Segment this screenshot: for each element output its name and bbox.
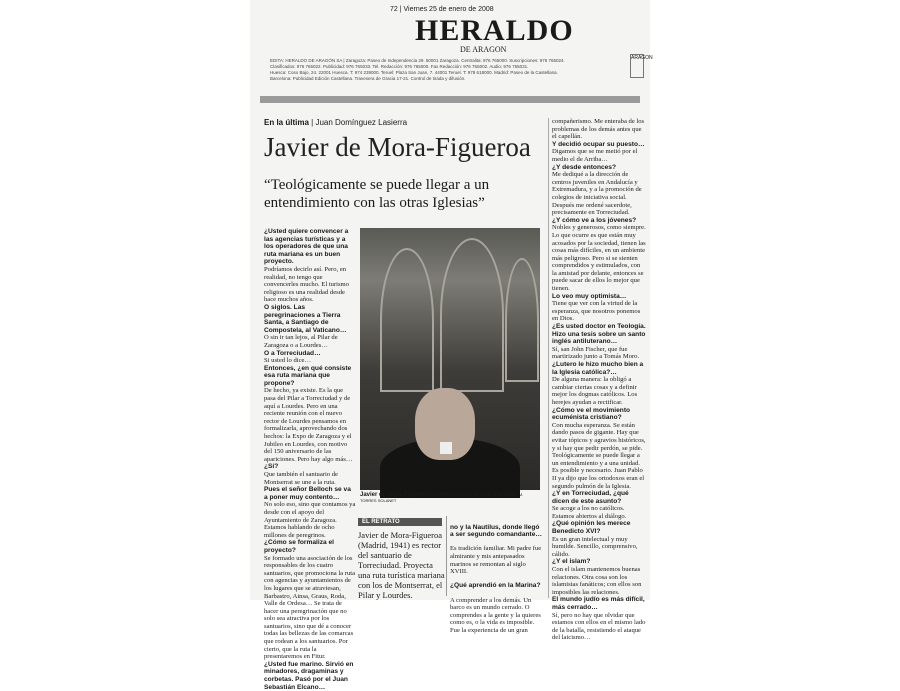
interview-answer: Podríamos decirlo así. Pero, en realidad, no tengo que convencerles mucho. El turismo religioso es una realidad desde hace muchos años. [264,265,349,304]
masthead-logo: HERALDO [415,14,574,47]
interview-question: ¿Usted fue marino. Sirvió en minadores, dragaminas y corbetas. Pasó por el Juan Sebastián Elcano… [264,660,354,691]
interview-answer: De alguna manera: la obligó a cambiar ciertas cosas y a definir mejor los dogmas católicos. Los herejes ayudan a rectificar. [552,376,638,406]
interview-answer: Se formado una asociación de los responsables de los cuatro santuarios, que promociona la ruta con agencias y ayuntamientos de los lugares que se atraviesan, Barbastro, Ainsa, Graus, Roda, Valle de Ordesa… Se trata de hacer una peregrinación que no solo sea atractiva por los santuarios, sino que dé a conocer todas las bellezas de las comarcas que rodean a los santuarios. Por cierto, que la ruta la presentaremos en Fitur. [264,554,356,661]
interview-question: O siglos. Las peregrinaciones a Tierra Santa, a Santiago de Compostela, al Vaticano… [264,303,347,334]
interview-question: Y decidió ocupar su puesto… [552,140,645,148]
interview-answer: Que también el santuario de Montserrat se une a la ruta. [264,471,338,486]
interview-answer: O sin ir tan lejos, al Pilar de Zaragoza o a Lourdes… [264,334,338,349]
interview-answer: Sí, pero no hay que olvidar que estamos con ellos en el mismo lado de la batalla, resistiendo el ataque del laicismo… [552,611,646,642]
section-label: En la última [264,118,309,127]
badge-icon: ARAGON [630,54,644,78]
newspaper-page [250,0,653,691]
interview-question: ¿Qué aprendió en la Marina? [450,582,541,590]
interview-question: ¿Sí? [264,463,279,471]
interview-answer: De hecho, ya existe. Es la que pasa del Pilar a Torreciudad y de aquí a Lourdes. Pero en una reciente reunión con el nuevo rector de Lourdes pensamos en formalizarla, aprovechando dos hechos: la Expo de Zaragoza y el Jubileo en Lourdes, con motivo del 150 aniversario de las apariciones. Pero hay algo más… [264,387,353,463]
interview-question: ¿Y desde entonces? [552,163,617,171]
column-divider [548,118,549,598]
interview-answer: Si usted lo dice… [264,357,312,365]
interview-question: no y la Nautilus, donde llegó a ser segundo comandante… [450,523,542,539]
interview-question: ¿Lutero le hizo mucho bien a la Iglesia católica?… [552,361,644,376]
interview-question: Entonces, ¿en qué consiste esa ruta mariana que propone? [264,364,352,387]
publisher-line: EDITA: HERALDO DE ARAGÓN SA | Zaragoza: Paseo de Independencia 29. 50001 Zaragoza. Centralita: 976 765000. Suscripciones: 976 765024. [270,58,565,63]
right-column [552,118,646,642]
headline-quote: “Teológicamente se puede llegar a un entendimiento con las otras Iglesias” [264,177,490,211]
interview-question: ¿Y el islam? [552,558,591,566]
interview-question: El mundo judío es más difícil, más cerrado… [552,596,645,611]
photo-credit: M. TORRES SOLANET [360,492,524,503]
portrait-photo [360,228,540,490]
interview-question: ¿Cómo ve el movimiento ecuménista cristiano? [552,406,631,422]
photo-caption: Javier de Mora-Figueroa promociona una ruta mariana. M. TORRES SOLANET [360,492,524,503]
left-column [264,228,356,691]
interview-question: O a Torreciudad… [264,349,321,357]
interview-question: ¿Qué opinión les merece Benedicto XVI? [552,520,631,536]
bottom-middle-column [450,517,542,641]
interview-answer: Con mucha esperanza. Se están dando pasos de gigante. Hay que evitar tópicos y agravios históricos, y si hay que pedir perdón, se pide. Teológicamente se puede llegar a un entendimiento y a una unidad. Es posible y necesario. Juan Pablo II ya dijo que los ortodoxos eran el segundo pulmón de la Iglesia. [552,421,646,490]
interview-answer: Me dediqué a la dirección de centros juveniles en Andalucía y Extremadura, y a la promoción de colegios de iniciativa social. Después me ordené sacerdote, precisamente en Torreciudad. [552,171,642,217]
interview-answer: Sí, san John Fischer, que fue martirizado junto a Tomás Moro. [552,345,640,361]
bottom-divider [446,516,447,596]
portrait-box-label: EL RETRATO [358,518,442,526]
interview-answer: Es un gran intelectual y muy humilde. Sencillo, comprensivo, cálido. [552,535,638,558]
interview-answer: Tiene que ver con la virtud de la esperanza, que nosotros ponemos en Dios. [552,300,641,323]
interview-question: ¿Usted quiere convencer a las agencias turísticas y a los operadores de que una ruta mariana es un buen proyecto. [264,228,349,266]
interview-question: ¿Y en Torreciudad, ¿qué dicen de este asunto? [552,490,629,505]
interview-question: ¿Y cómo ve a los jóvenes? [552,216,637,224]
masthead-subtitle: DE ARAGON [460,45,507,54]
interviewee-name: Javier de Mora-Figueroa [264,132,531,162]
portrait-box-text: Javier de Mora-Figueroa (Madrid, 1941) es rector del santuario de Torreciudad. Proyecta una ruta turística mariana con los de Montserrat, el Pilar y Lourdes. [358,530,445,600]
interview-answer: A comprender a los demás. Un barco es un mundo cerrado. O comprendes a la gente y la quieres como es, o la vida es imposible. Fue la experiencia de un gran [450,596,541,634]
interview-answer: compañerismo. Me enteraba de los problemas de los demás antes que el capellán. [552,118,645,141]
interview-answer: Se acoge a los no católicos. Estamos abiertos al diálogo. [552,505,627,520]
interview-question: ¿Es usted doctor en Teología. Hizo una tesis sobre un santo inglés antiluterano… [552,323,646,346]
interview-answer: Nobles y generosos, como siempre. Lo que ocurre es que están muy acosados por la sociedad, tienen las cosas más difíciles, en un ambiente más peligroso. Pero si se sienten comprendidos y estimulados, con la amistad por delante, entonces se puede sacar de ellos lo mejor que tienen. [552,224,646,293]
publisher-line: Barcelona: Publicidad Edición Castellana. Travesera de Gracia 17-21. Control de tirada y difusión. [270,76,466,81]
publisher-line: Clasificados: 976 765022. Publicidad: 976 765033. Tel. Redacción: 976 765000. Fax Redacción: 976 765002. Audio: 976 765031. [270,64,529,69]
interview-answer: Con el islam mantenemos buenas relaciones. Otra cosa son los islamistas fanáticos; con ellos son imposibles las relaciones. [552,566,642,596]
interview-question: Lo veo muy optimista… [552,292,627,300]
divider-bar [260,96,640,103]
interview-answer: No solo eso, sino que contamos ya desde con el apoyo del Ayuntamiento de Zaragoza. Estamos hablando de ocho millones de peregrinos. [264,501,356,539]
author-name: Juan Domínguez Lasierra [315,118,408,127]
interview-answer: Digamos que se me metió por el medio el de Arriba… [552,148,638,163]
publisher-line: Huesca: Coso Bajo, 24. 22001 Huesca. T: 974 239000. Teruel: Plaza San Juan, 7. 44001 Teruel. T: 978 618000. Madrid: Paseo de la Castellana. [270,70,558,75]
page-date-line: 72 | Viernes 25 de enero de 2008 [390,6,494,13]
interview-question: Pues el señor Belloch se va a poner muy contento… [264,486,351,501]
section-byline: En la última | Juan Domínguez Lasierra [264,118,408,127]
interview-question: ¿Cómo se formaliza el proyecto? [264,539,334,554]
interview-answer: Es tradición familiar. Mi padre fue almirante y mis antepasados marinos se remontan al siglo XVIII. [450,545,542,576]
